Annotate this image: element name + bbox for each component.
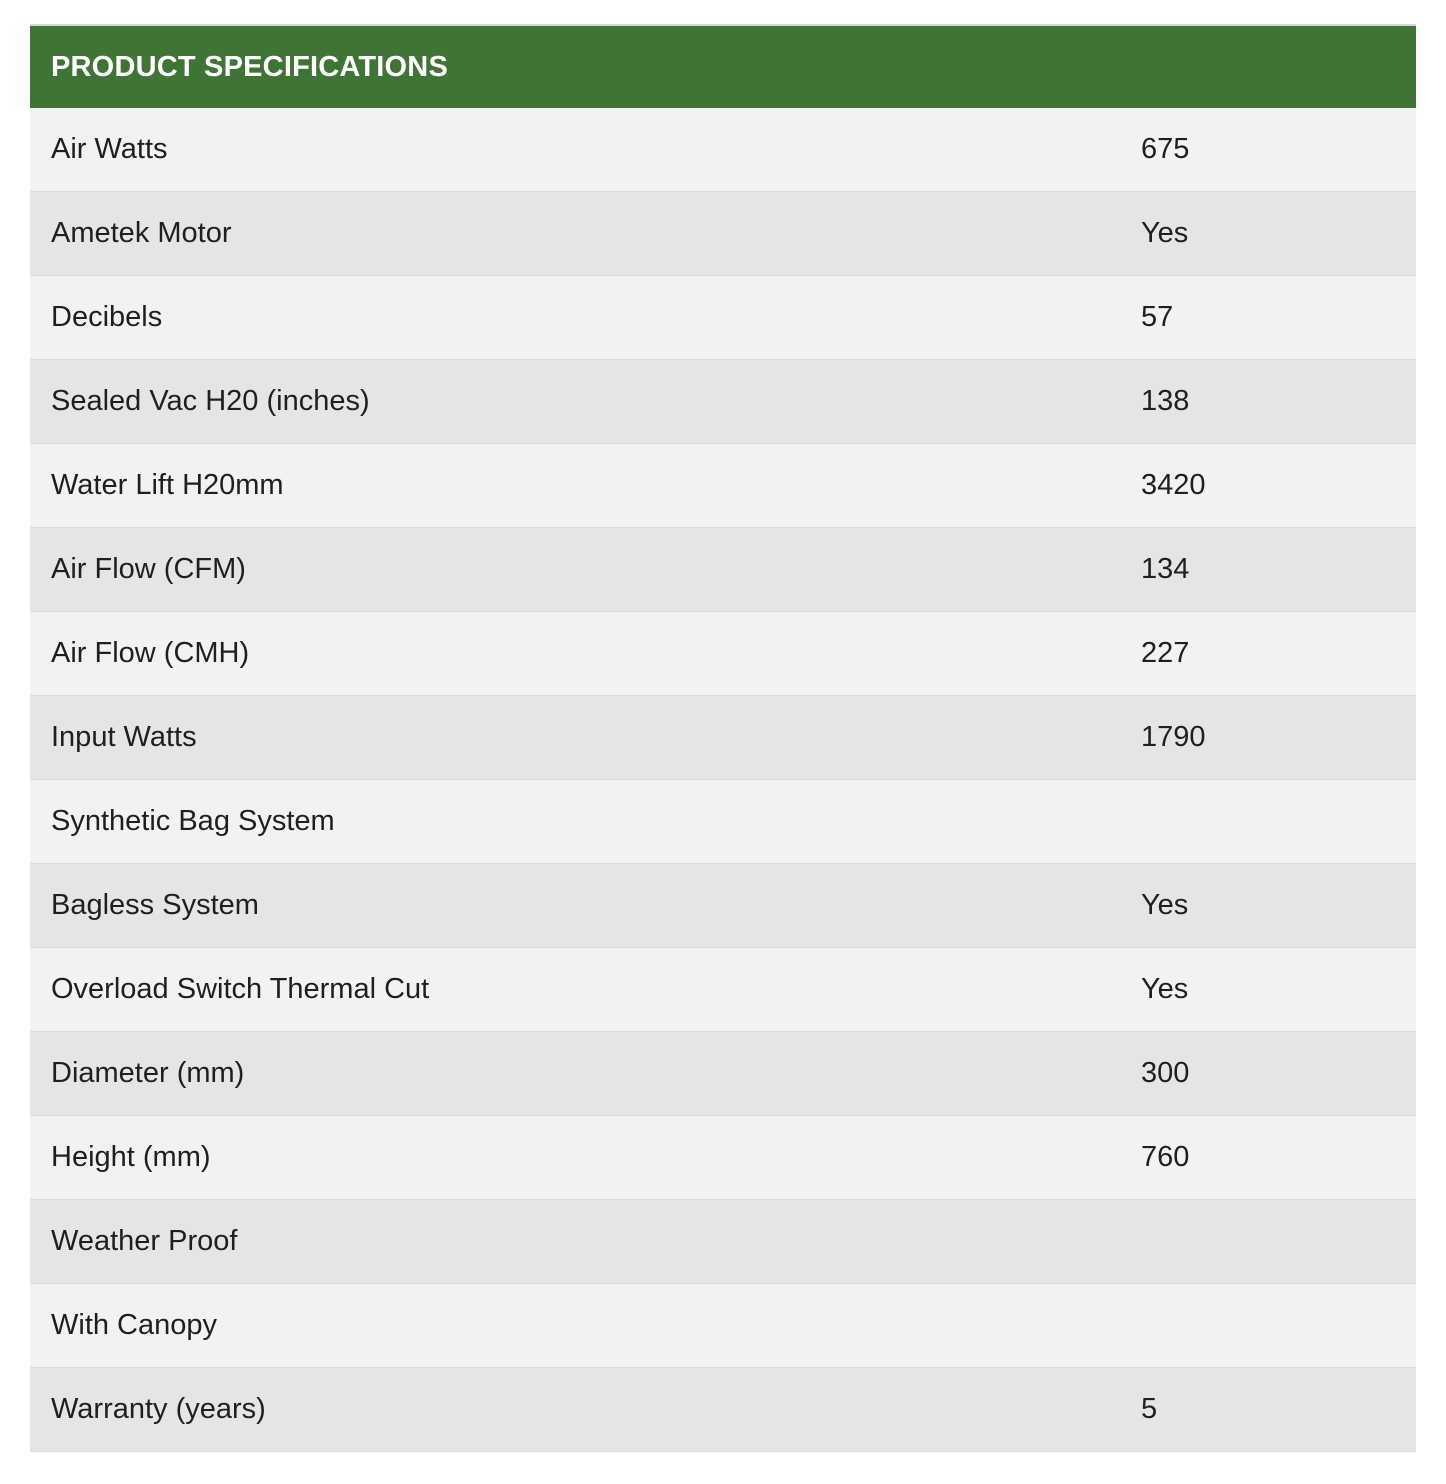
spec-label: Air Flow (CFM) — [51, 553, 246, 585]
spec-label: With Canopy — [51, 1309, 218, 1341]
table-row — [30, 1116, 1416, 1200]
spec-label: Input Watts — [51, 721, 197, 753]
table-row — [30, 696, 1416, 780]
spec-label: Bagless System — [51, 889, 259, 921]
spec-value: 134 — [1141, 553, 1190, 585]
table-row — [30, 1284, 1416, 1368]
spec-value: 138 — [1141, 385, 1190, 417]
spec-value: 1790 — [1141, 721, 1206, 753]
product-specifications-table — [30, 24, 1416, 1452]
spec-label: Diameter (mm) — [51, 1057, 245, 1089]
table-row — [30, 948, 1416, 1032]
spec-label: Height (mm) — [51, 1141, 211, 1173]
spec-label: Warranty (years) — [51, 1393, 266, 1425]
table-row — [30, 1368, 1416, 1452]
spec-label: Synthetic Bag System — [51, 805, 335, 837]
spec-value: 57 — [1141, 301, 1174, 333]
spec-value: 5 — [1141, 1393, 1158, 1425]
spec-rows — [30, 108, 1416, 1452]
spec-value: Yes — [1141, 973, 1189, 1005]
spec-value: Yes — [1141, 217, 1189, 249]
table-row — [30, 192, 1416, 276]
spec-value: 300 — [1141, 1057, 1190, 1089]
table-header — [30, 26, 1416, 108]
spec-value: 675 — [1141, 133, 1190, 165]
spec-label: Ametek Motor — [51, 217, 232, 249]
spec-label: Overload Switch Thermal Cut — [51, 973, 430, 1005]
spec-label: Sealed Vac H20 (inches) — [51, 385, 370, 417]
spec-label: Weather Proof — [51, 1225, 238, 1257]
spec-value: 3420 — [1141, 469, 1206, 501]
spec-value: 227 — [1141, 637, 1190, 669]
table-row — [30, 780, 1416, 864]
spec-label: Air Watts — [51, 133, 168, 165]
table-row — [30, 108, 1416, 192]
spec-label: Air Flow (CMH) — [51, 637, 250, 669]
table-row — [30, 612, 1416, 696]
table-row — [30, 1032, 1416, 1116]
table-title: PRODUCT SPECIFICATIONS — [51, 50, 448, 83]
spec-value: Yes — [1141, 889, 1189, 921]
table-row — [30, 360, 1416, 444]
spec-value: 760 — [1141, 1141, 1190, 1173]
table-row — [30, 1200, 1416, 1284]
table-row — [30, 276, 1416, 360]
spec-label: Decibels — [51, 301, 163, 333]
table-row — [30, 528, 1416, 612]
table-row — [30, 864, 1416, 948]
table-row — [30, 444, 1416, 528]
spec-label: Water Lift H20mm — [51, 469, 284, 501]
